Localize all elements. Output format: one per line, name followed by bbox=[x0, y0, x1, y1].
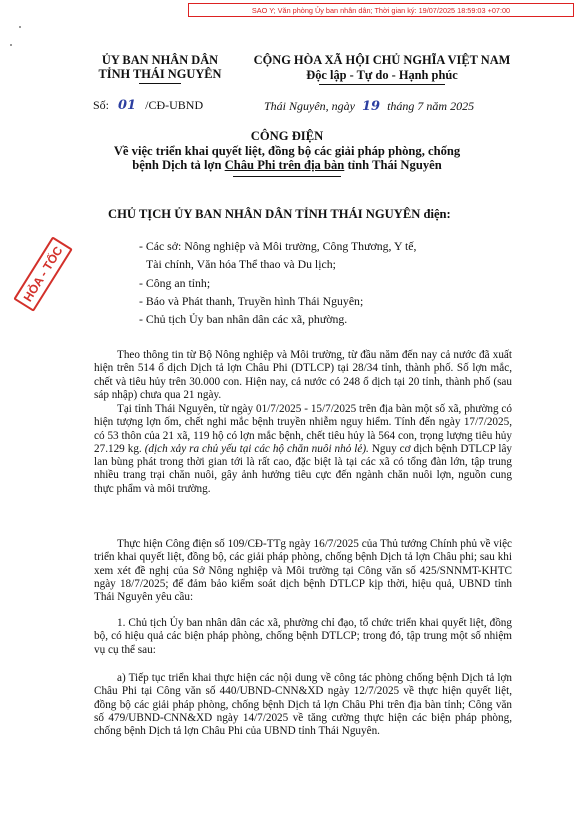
p2-text-b: Nguy cơ dịch bệnh DTLCP lây lan bùng phát trong thời gian tới là rất cao, đặc biệt là tại các xã có tổng đàn lớn, tập trung nhiều trang trại chăn nuôi, gây ảnh hưởng tiêu cực đến ngành chăn nuôi lợn, nguồn cung thực phẩm và môi trường. bbox=[94, 442, 513, 495]
sender-line: CHỦ TỊCH ỦY BAN NHÂN DÂN TỈNH THÁI NGUYÊN điện: bbox=[108, 207, 451, 221]
subject-underlined: Châu Phi trên địa bàn bbox=[224, 158, 345, 172]
scan-mark bbox=[19, 26, 21, 28]
agency-underline bbox=[139, 83, 181, 84]
title-underline bbox=[233, 176, 341, 177]
doc-type: CÔNG ĐIỆN bbox=[250, 129, 324, 143]
doc-number-value: 01 bbox=[118, 98, 137, 113]
scan-mark bbox=[10, 44, 12, 46]
national-motto bbox=[232, 53, 532, 85]
body-paragraph-4: 1. Chủ tịch Ủy ban nhân dân các xã, phường chỉ đạo, tổ chức triển khai quyết liệt, đồng bộ, có hiệu quả các biện pháp phòng, chống bệnh DTLCP; trong đó, tập trung một số nhiệm vụ cụ thể sau: bbox=[94, 617, 512, 656]
date-suffix: tháng 7 năm 2025 bbox=[387, 99, 475, 113]
doc-number-label: Số: bbox=[93, 98, 110, 112]
subject-text: tỉnh Thái Nguyên bbox=[344, 158, 442, 172]
recipient-3: - Báo và Phát thanh, Truyền hình Thái Nguyên; bbox=[139, 294, 364, 308]
digital-signature-banner: SAO Y; Văn phòng Ủy ban nhân dân; Thời gian ký: 19/07/2025 18:59:03 +07:00 bbox=[188, 3, 574, 17]
subject-line-1: Về việc triển khai quyết liệt, đồng bộ các giải pháp phòng, chống bbox=[113, 143, 461, 158]
p2-text-a: Tại tỉnh Thái Nguyên, từ ngày 01/7/2025 - 15/7/2025 trên địa bàn một số xã, phường có hiện tượng lợn ốm, chết nghi mắc bệnh truyền nhiễm nguy hiểm. Tính đến ngày 17/7/2025, có 53 thôn của 21 xã, 119 hộ có lợn mắc bệnh, chết tiêu hủy là 564 con, trọng lượng tiêu hủy 27.129 kg. bbox=[94, 403, 512, 455]
body-paragraph-5: a) Tiếp tục triển khai thực hiện các nội dung về công tác phòng chống bệnh Dịch tả lợn Châu Phi tại Công văn số 440/UBND-CNN&XD ngày 12/7/2025 về thực hiện quyết liệt, đồng bộ các giải pháp phòng, chống bệnh Dịch tả lợn Châu Phi trên địa bàn tỉnh; Công văn số 479/UBND-CNN&XD ngày 14/7/2025 về tăng cường thực hiện các biện pháp phòng, chống bệnh Dịch tả lợn Châu Phi của UBND tỉnh Thái Nguyên. bbox=[94, 672, 512, 738]
stamp-text: HỎA - TỐC bbox=[13, 236, 73, 312]
subject-text: bệnh Dịch tả lợn bbox=[132, 158, 225, 172]
p2-italic-note: (dịch xảy ra chủ yếu tại các hộ chăn nuôi nhỏ lẻ). bbox=[144, 442, 369, 455]
agency-line-2: TỈNH THÁI NGUYÊN bbox=[98, 67, 222, 81]
issuing-agency bbox=[85, 53, 235, 84]
body-paragraph-1: Theo thông tin từ Bộ Nông nghiệp và Môi trường, từ đầu năm đến nay cả nước đã xuất hiện trên 514 ổ dịch Dịch tả lợn Châu Phi (DTLCP) tại 28/34 tỉnh, thành phố. Số lợn mắc, chết và tiêu hủy trên 30.000 con. Hiện nay, cả nước có 248 ổ dịch tại 20 tỉnh, thành phố (sau sáp nhập) chưa qua 21 ngày. bbox=[94, 349, 512, 401]
document-title bbox=[0, 129, 574, 177]
nation-line-2: Độc lập - Tự do - Hạnh phúc bbox=[306, 68, 458, 82]
nation-line-1: CỘNG HÒA XÃ HỘI CHỦ NGHĨA VIỆT NAM bbox=[253, 53, 511, 67]
urgent-stamp bbox=[6, 243, 80, 305]
document-date bbox=[264, 99, 474, 114]
document-number bbox=[93, 98, 203, 113]
recipient-4: - Chủ tịch Ủy ban nhân dân các xã, phường. bbox=[139, 312, 348, 326]
agency-line-1: ỦY BAN NHÂN DÂN bbox=[101, 53, 219, 67]
date-prefix: Thái Nguyên, ngày bbox=[264, 99, 355, 113]
body-paragraph-3: Thực hiện Công điện số 109/CĐ-TTg ngày 16/7/2025 của Thủ tướng Chính phủ về việc triển khai quyết liệt, đồng bộ, các giải pháp phòng, chống bệnh Dịch tả lợn Châu phi; sau khi xem xét đề nghị của Sở Nông nghiệp và Môi trường tại Công văn số 425/SNNMT-KHTC ngày 18/7/2025; để đảm bảo kiểm soát dịch bệnh DTLCP kịp thời, hiệu quả, UBND tỉnh Thái Nguyên yêu cầu: bbox=[94, 538, 512, 604]
motto-underline bbox=[319, 84, 445, 85]
recipient-1: - Các sở: Nông nghiệp và Môi trường, Công Thương, Y tế, bbox=[139, 239, 417, 253]
body-paragraph-2 bbox=[94, 403, 512, 496]
recipient-1-cont: Tài chính, Văn hóa Thể thao và Du lịch; bbox=[146, 257, 336, 271]
date-day: 19 bbox=[362, 99, 381, 114]
recipient-2: - Công an tỉnh; bbox=[139, 276, 211, 290]
doc-number-suffix: /CĐ-UBND bbox=[145, 98, 204, 112]
subject-line-2 bbox=[0, 158, 574, 173]
